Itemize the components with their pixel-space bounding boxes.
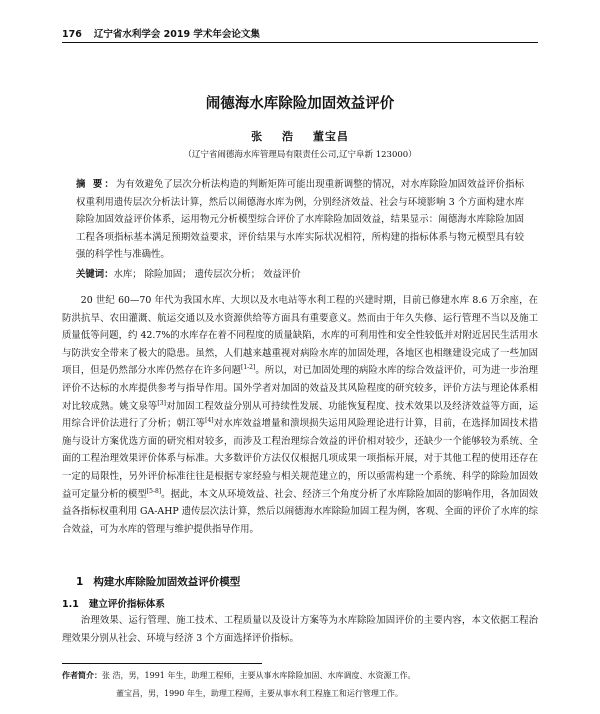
section-1-number: 1 bbox=[76, 576, 84, 588]
intro-text-2: 。所以，对已加固处理的病险水库的综合效益评价，可为进一步治理评价不达标的水库提供参考与指导作用。国外学者对加固的效益及其风险程度的研究较多，评价方法与理论体系相对比较成熟。姚文泉等 bbox=[62, 365, 538, 412]
running-header bbox=[62, 22, 538, 43]
journal-name: 辽宁省水利学会 2019 学术年会论文集 bbox=[93, 29, 260, 40]
citation-4: [4] bbox=[205, 417, 214, 425]
abstract bbox=[76, 176, 524, 264]
keywords-label: 关键词： bbox=[76, 269, 114, 280]
footnote-author-2: 董宝昌，男，1990 年生，助理工程师，主要从事水利工程施工和运行管理工作。 bbox=[116, 689, 403, 698]
citation-5-8: [5-8] bbox=[146, 487, 162, 495]
affiliation: （辽宁省闹德海水库管理局有限责任公司,辽宁阜新 123000） bbox=[183, 150, 417, 160]
intro-text-1: 20 世纪 60—70 年代为我国水库、大坝以及水电站等水利工程的兴建时期，目前已修建水库 8.6 万余座，在防洪抗旱、农田灌溉、航运交通以及水资源供给等方面具有重要意义。然而由于年久失修、运行管理不当以及施工质量低等问题，约 42.7%的水库存在着不同程度的质量缺陷，水库的可利用性和安全性较低并对附近居民生活用水与防洪安全带来了极大的隐患。虽然，人们越来越重视对病险水库的加固处理，各地区也相继建设完成了一些加固项目，但是仍然部分水库仍然存在许多问题 bbox=[62, 295, 538, 377]
abstract-label: 摘 要： bbox=[76, 179, 116, 190]
keywords-text: 水库； 除险加固； 遗传层次分析； 效益评价 bbox=[113, 269, 301, 280]
section-1-title: 构建水库除险加固效益评价模型 bbox=[93, 576, 241, 588]
footnote-label: 作者简介： bbox=[62, 671, 102, 680]
section-1-heading bbox=[76, 574, 240, 589]
keywords bbox=[76, 266, 524, 283]
citation-3: [3] bbox=[157, 399, 166, 407]
abstract-text: 为有效避免了层次分析法构造的判断矩阵可能出现重新调整的情况，对水库除险加固效益评价指标权重利用遗传层次分析法计算，然后以闹德海水库为例，分别经济效益、社会与环境影响 3 个方面构建水库除险加固效益评价体系，运用物元分析模型综合评价了水库除险加固效益，结果显示：闹德海水库除险加固工程各项指标基本满足预期效益要求，评价结果与水库实际状况相符，所构建的指标体系与物元模型具有较强的科学性与准确性。 bbox=[76, 179, 524, 260]
section-1-1-number: 1.1 bbox=[62, 599, 79, 610]
paper-title: 闹德海水库除险加固效益评价 bbox=[205, 96, 395, 112]
section-1-1-title: 建立评价指标体系 bbox=[88, 599, 165, 610]
intro-paragraph bbox=[62, 292, 538, 538]
intro-text-4: 对水库效益增量和溃坝损失运用风险理论进行计算，目前，在选择加固技术措施与设计方案优选方面的研究相对较多，而涉及工程治理综合效益的评价相对较少，还缺少一个能够较为系统、全面的工程治理效果评价体系与标准。大多数评价方法仅仅根据几项成果一项指标开展，对于其他工程的使用还存在一定的局限性，另外评价标准往往是根据专家经验与相关规范建立的，所以亟需构建一个系统、科学的除险加固效益可定量分析的模型 bbox=[62, 418, 538, 500]
footnote-author-1: 张 浩，男，1991 年生，助理工程师，主要从事水库除险加固、水库调度、水资源工作。 bbox=[102, 671, 416, 680]
citation-1-2: [1-2] bbox=[241, 364, 256, 372]
footnote-line-1 bbox=[62, 670, 538, 681]
intro-text-5: 。据此，本文从环境效益、社会、经济三个角度分析了水库除险加固的影响作用，各加固效益各指标权重利用 GA-AHP 遗传层次法计算，然后以闹德海水库除险加固工程为例，客观、全面的评价了水库的综合效益，可为水库的管理与维护提供指导作用。 bbox=[62, 488, 538, 535]
section-1-1-heading bbox=[62, 596, 165, 610]
authors: 张 浩 董宝昌 bbox=[251, 130, 349, 143]
page-number: 176 bbox=[62, 29, 82, 40]
section-1-1-paragraph: 治理效果、运行管理、施工技术、工程质量以及设计方案等为水库除险加固评价的主要内容，本文依据工程治理效果分别从社会、环境与经济 3 个方面选择评价指标。 bbox=[62, 615, 538, 644]
footnote-rule bbox=[62, 663, 262, 664]
intro-text-3: 对加固工程效益分别从可持续性发展、功能恢复程度、技术效果以及经济效益等方面，运用综合评价法进行了分析；朝江等 bbox=[62, 400, 538, 430]
